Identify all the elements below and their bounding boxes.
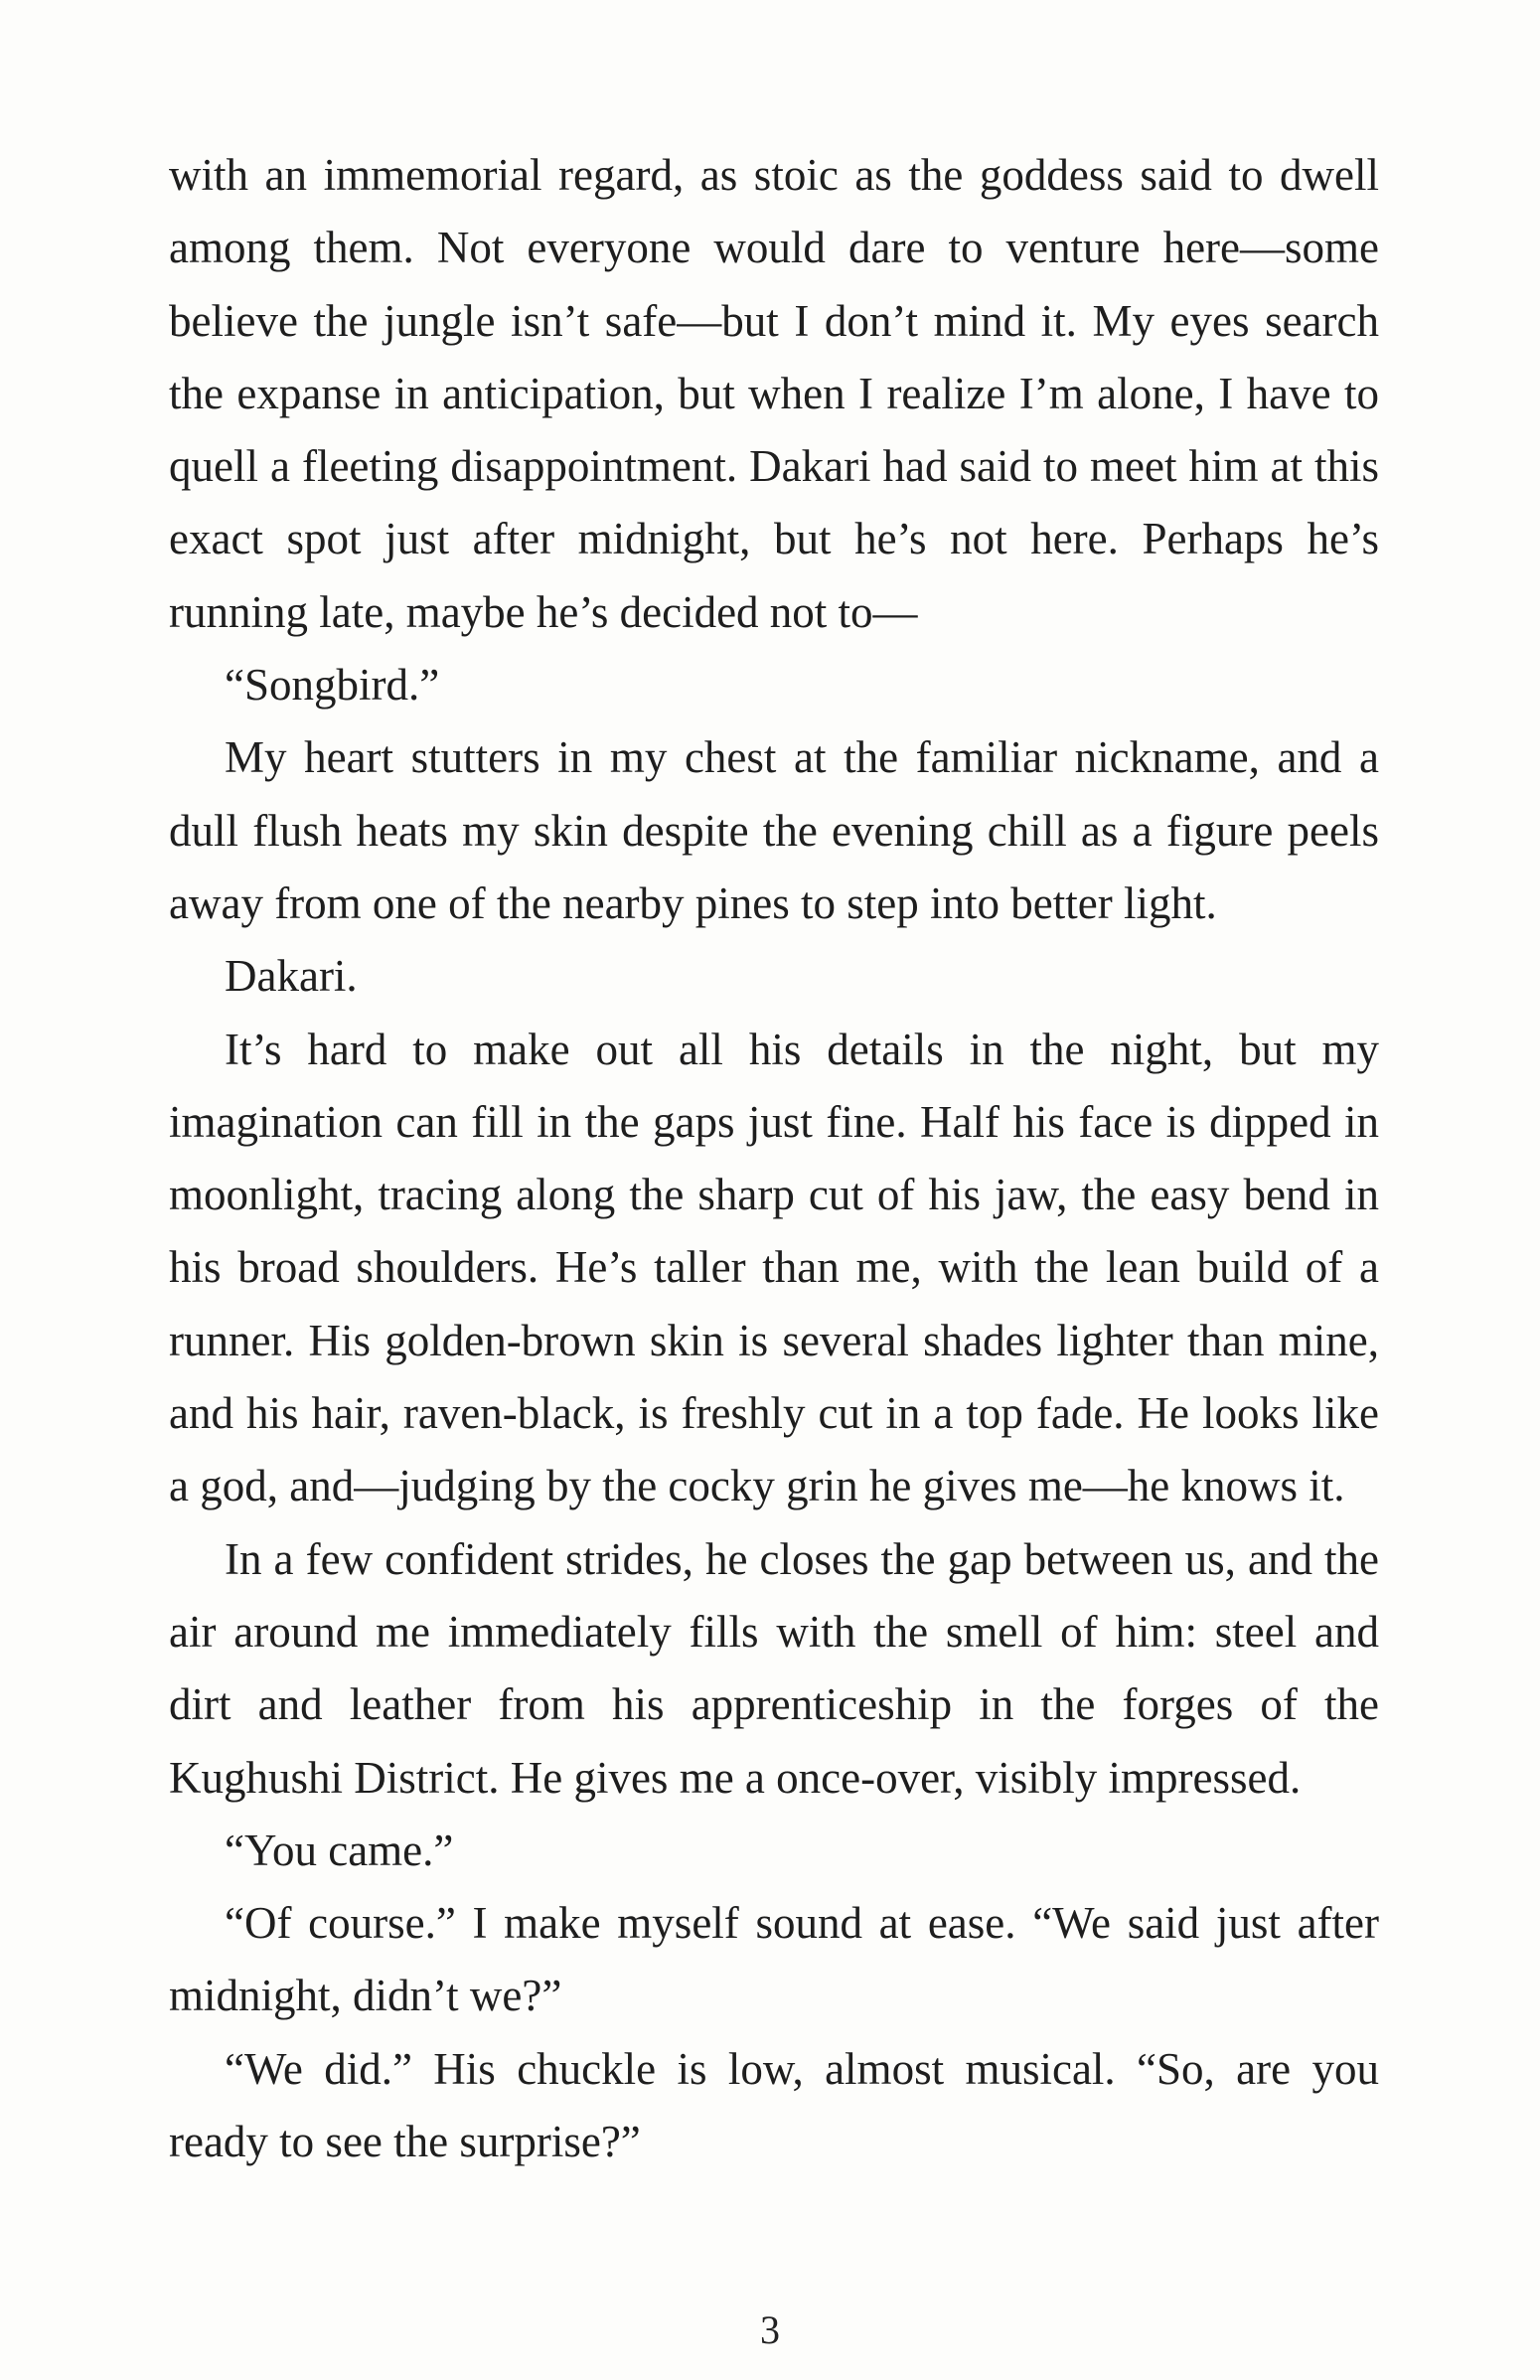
page-number: 3 [760,2307,780,2352]
paragraph: “Songbird.” [225,660,440,711]
paragraph: Dakari. [225,951,358,1002]
paragraph: It’s hard to make out all his details in the night, but my imagination can fill in the gaps just fine. Half his face is dipped in moonlight, tracing along the sharp cut of his jaw, the easy bend in his broad shoulders. He’s taller than me, with the lean build of a runner. His golden-brown skin is several shades lighter than mine, and his hair, raven-black, is freshly cut in a top fade. He looks like a god, and—judging by the cocky grin he gives me—he knows it. [169,1024,1379,1511]
body-text [169,139,1379,2178]
paragraph: “We did.” His chuckle is low, almost musical. “So, are you ready to see the surprise?” [169,2043,1379,2167]
paragraph: In a few confident strides, he closes the gap between us, and the air around me immediately fills with the smell of him: steel and dirt and leather from his apprenticeship in the forges of the Kughushi District. He gives me a once-over, visibly impressed. [169,1533,1379,1803]
paragraph: “Of course.” I make myself sound at ease. “We said just after midnight, didn’t we?” [169,1898,1379,2021]
paragraph: “You came.” [225,1825,454,1875]
paragraph: My heart stutters in my chest at the familiar nickname, and a dull flush heats my skin despite the evening chill as a figure peels away from one of the nearby pines to step into better light. [169,732,1379,928]
paragraph: with an immemorial regard, as stoic as the goddess said to dwell among them. Not everyone would dare to venture here—some believe the jungle isn’t safe—but I don’t mind it. My eyes search the expanse in anticipation, but when I realize I’m alone, I have to quell a fleeting disappointment. Dakari had said to meet him at this exact spot just after midnight, but he’s not here. Perhaps he’s running late, maybe he’s decided not to— [169,150,1379,637]
